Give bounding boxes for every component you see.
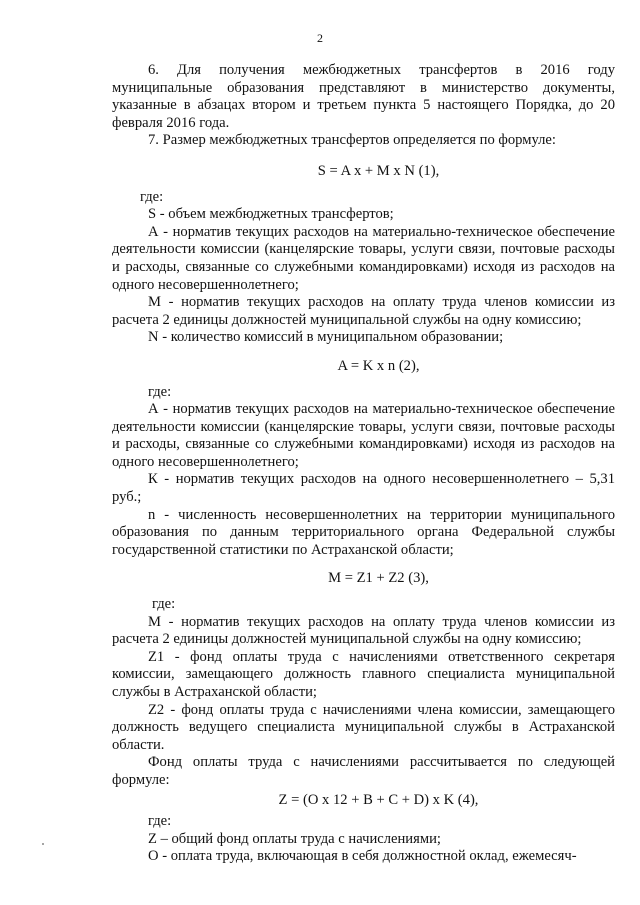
definition-n-small: n - численность несовершеннолетних на территории муниципального образования по данным территориального органа Федеральной службы государственной статистики по Астраханской области; bbox=[112, 506, 615, 558]
definition-z1: Z1 - фонд оплаты труда с начислениями ответственного секретаря комиссии, замещающего должность главного специалиста муниципальной службы в Астраханской области; bbox=[112, 648, 615, 700]
formula-2: A = K x n (2), bbox=[337, 357, 420, 374]
paragraph-fund: Фонд оплаты труда с начислениями рассчитывается по следующей формуле: bbox=[112, 754, 615, 788]
definition-m-2: М - норматив текущих расходов на оплату труда членов комиссии из расчета 2 единицы должностей муниципальной службы на одну комиссию; bbox=[112, 613, 615, 648]
formula-4: Z = (O x 12 + B + C + D) x K (4), bbox=[278, 791, 479, 808]
where-label-2: где: bbox=[148, 383, 172, 400]
definition-a: А - норматив текущих расходов на материально-техническое обеспечение деятельности комиссии (канцелярские товары, услуги связи, почтовые расходы и расходы, связанные со служебными командировками) исходя из расходов на одного несовершеннолетнего; bbox=[112, 223, 615, 293]
definition-z: Z – общий фонд оплаты труда с начислениями; bbox=[148, 830, 441, 847]
definition-k: К - норматив текущих расходов на одного несовершеннолетнего – 5,31 руб.; bbox=[112, 471, 615, 506]
definition-a-2: А - норматив текущих расходов на материально-техническое обеспечение деятельности комиссии (канцелярские товары, услуги связи, почтовые расходы и расходы, связанные со служебными командировками) исходя из расходов на одного несовершеннолетнего; bbox=[112, 401, 615, 470]
where-label-4: где: bbox=[148, 813, 172, 830]
paragraph-6: 6. Для получения межбюджетных трансфертов в 2016 году муниципальные образования представляют в министерство документы, указанные в абзацах втором и третьем пункта 5 настоящего Порядка, до 20 февраля 2016 года. bbox=[112, 62, 615, 131]
definition-n: N - количество комиссий в муниципальном образовании; bbox=[148, 329, 504, 346]
formula-1: S = A x + M x N (1), bbox=[317, 162, 440, 179]
definition-s: S - объем межбюджетных трансфертов; bbox=[148, 206, 394, 223]
page-number: 2 bbox=[317, 31, 323, 45]
scan-speck bbox=[42, 843, 44, 845]
paragraph-7: 7. Размер межбюджетных трансфертов определяется по формуле: bbox=[148, 132, 556, 149]
definition-m: М - норматив текущих расходов на оплату труда членов комиссии из расчета 2 единицы должностей муниципальной службы на одну комиссию; bbox=[112, 294, 615, 328]
where-label-3: где: bbox=[152, 596, 176, 613]
document-body bbox=[112, 62, 615, 866]
formula-3: M = Z1 + Z2 (3), bbox=[328, 570, 429, 587]
definition-z2: Z2 - фонд оплаты труда с начислениями члена комиссии, замещающего должность ведущего специалиста муниципальной службы в Астраханской области. bbox=[112, 701, 615, 753]
definition-o: О - оплата труда, включающая в себя должностной оклад, ежемесяч- bbox=[148, 848, 577, 865]
where-label-1: где: bbox=[140, 188, 164, 205]
